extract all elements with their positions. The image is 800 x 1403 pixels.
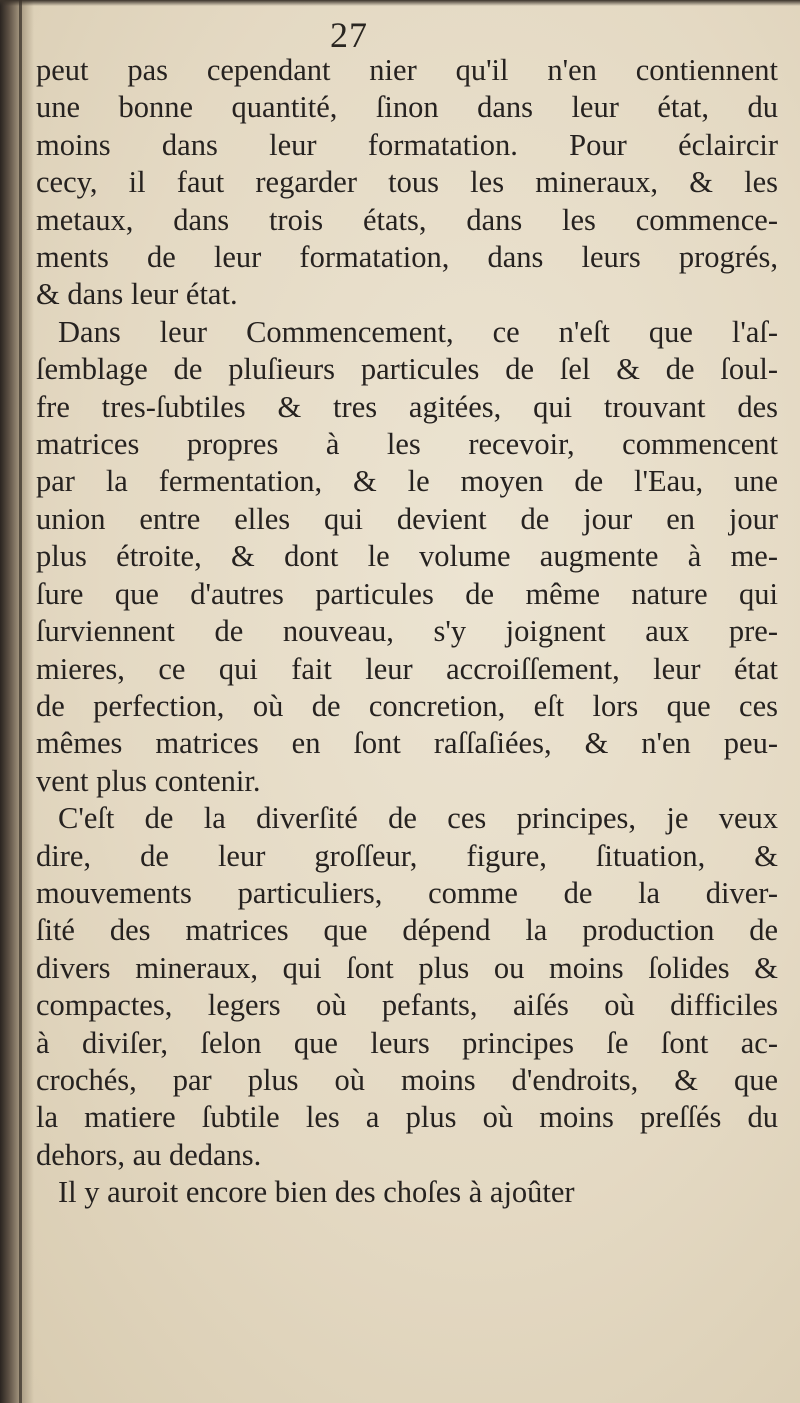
text-line: une bonne quantité, ſinon dans leur état, du	[36, 90, 778, 125]
binding-shadow	[0, 0, 34, 1403]
page-number: 27	[330, 15, 368, 55]
text-line: à diviſer, ſelon que leurs principes ſe ſont ac-	[36, 1025, 778, 1060]
paragraph-start-line: Dans leur Commencement, ce n'eſt que l'aſ-	[58, 314, 778, 349]
paragraph-start-line: C'eſt de la diverſité de ces principes, je veux	[58, 801, 778, 836]
body-text	[36, 52, 778, 1212]
text-line: ſure que d'autres particules de même nature qui	[36, 576, 778, 611]
text-line: crochés, par plus où moins d'endroits, & que	[36, 1062, 778, 1097]
binding-edge	[19, 0, 22, 1403]
text-line: union entre elles qui devient de jour en jour	[36, 501, 778, 536]
text-line: ſité des matrices que dépend la production de	[36, 913, 778, 948]
top-edge-shadow	[0, 0, 800, 6]
text-line: dehors, au dedans.	[36, 1137, 262, 1172]
text-line: fre tres-ſubtiles & tres agitées, qui trouvant des	[36, 389, 778, 424]
text-line: compactes, legers où pefants, aiſés où difficiles	[36, 988, 778, 1023]
text-line: plus étroite, & dont le volume augmente à me-	[36, 539, 778, 574]
text-line: ſurviennent de nouveau, s'y joignent aux pre-	[36, 614, 778, 649]
paragraph-start-line: Il y auroit encore bien des choſes à ajoûter	[58, 1175, 575, 1210]
text-line: peut pas cependant nier qu'il n'en contiennent	[36, 53, 778, 87]
text-line: matrices propres à les recevoir, commencent	[36, 427, 778, 462]
text-line: metaux, dans trois états, dans les commence-	[36, 202, 778, 237]
text-line: mieres, ce qui fait leur accroiſſement, leur état	[36, 651, 778, 686]
text-line: de perfection, où de concretion, eſt lors que ces	[36, 688, 778, 723]
text-line: la matiere ſubtile les a plus où moins preſſés du	[36, 1100, 778, 1135]
text-line: cecy, il faut regarder tous les mineraux, & les	[36, 165, 778, 200]
text-line: vent plus contenir.	[36, 763, 261, 798]
text-line: ſemblage de pluſieurs particules de ſel & de ſoul-	[36, 352, 778, 387]
text-line: ments de leur formatation, dans leurs progrés,	[36, 240, 778, 275]
text-line: par la fermentation, & le moyen de l'Eau, une	[36, 464, 778, 499]
text-line: mêmes matrices en ſont raſſaſiées, & n'en peu-	[36, 726, 778, 761]
text-line: dire, de leur groſſeur, figure, ſituation, &	[36, 838, 778, 873]
text-line: mouvements particuliers, comme de la diver-	[36, 875, 778, 910]
text-line: moins dans leur formatation. Pour éclaircir	[36, 127, 778, 162]
text-line: & dans leur état.	[36, 277, 238, 312]
text-line: divers mineraux, qui ſont plus ou moins ſolides &	[36, 950, 778, 985]
